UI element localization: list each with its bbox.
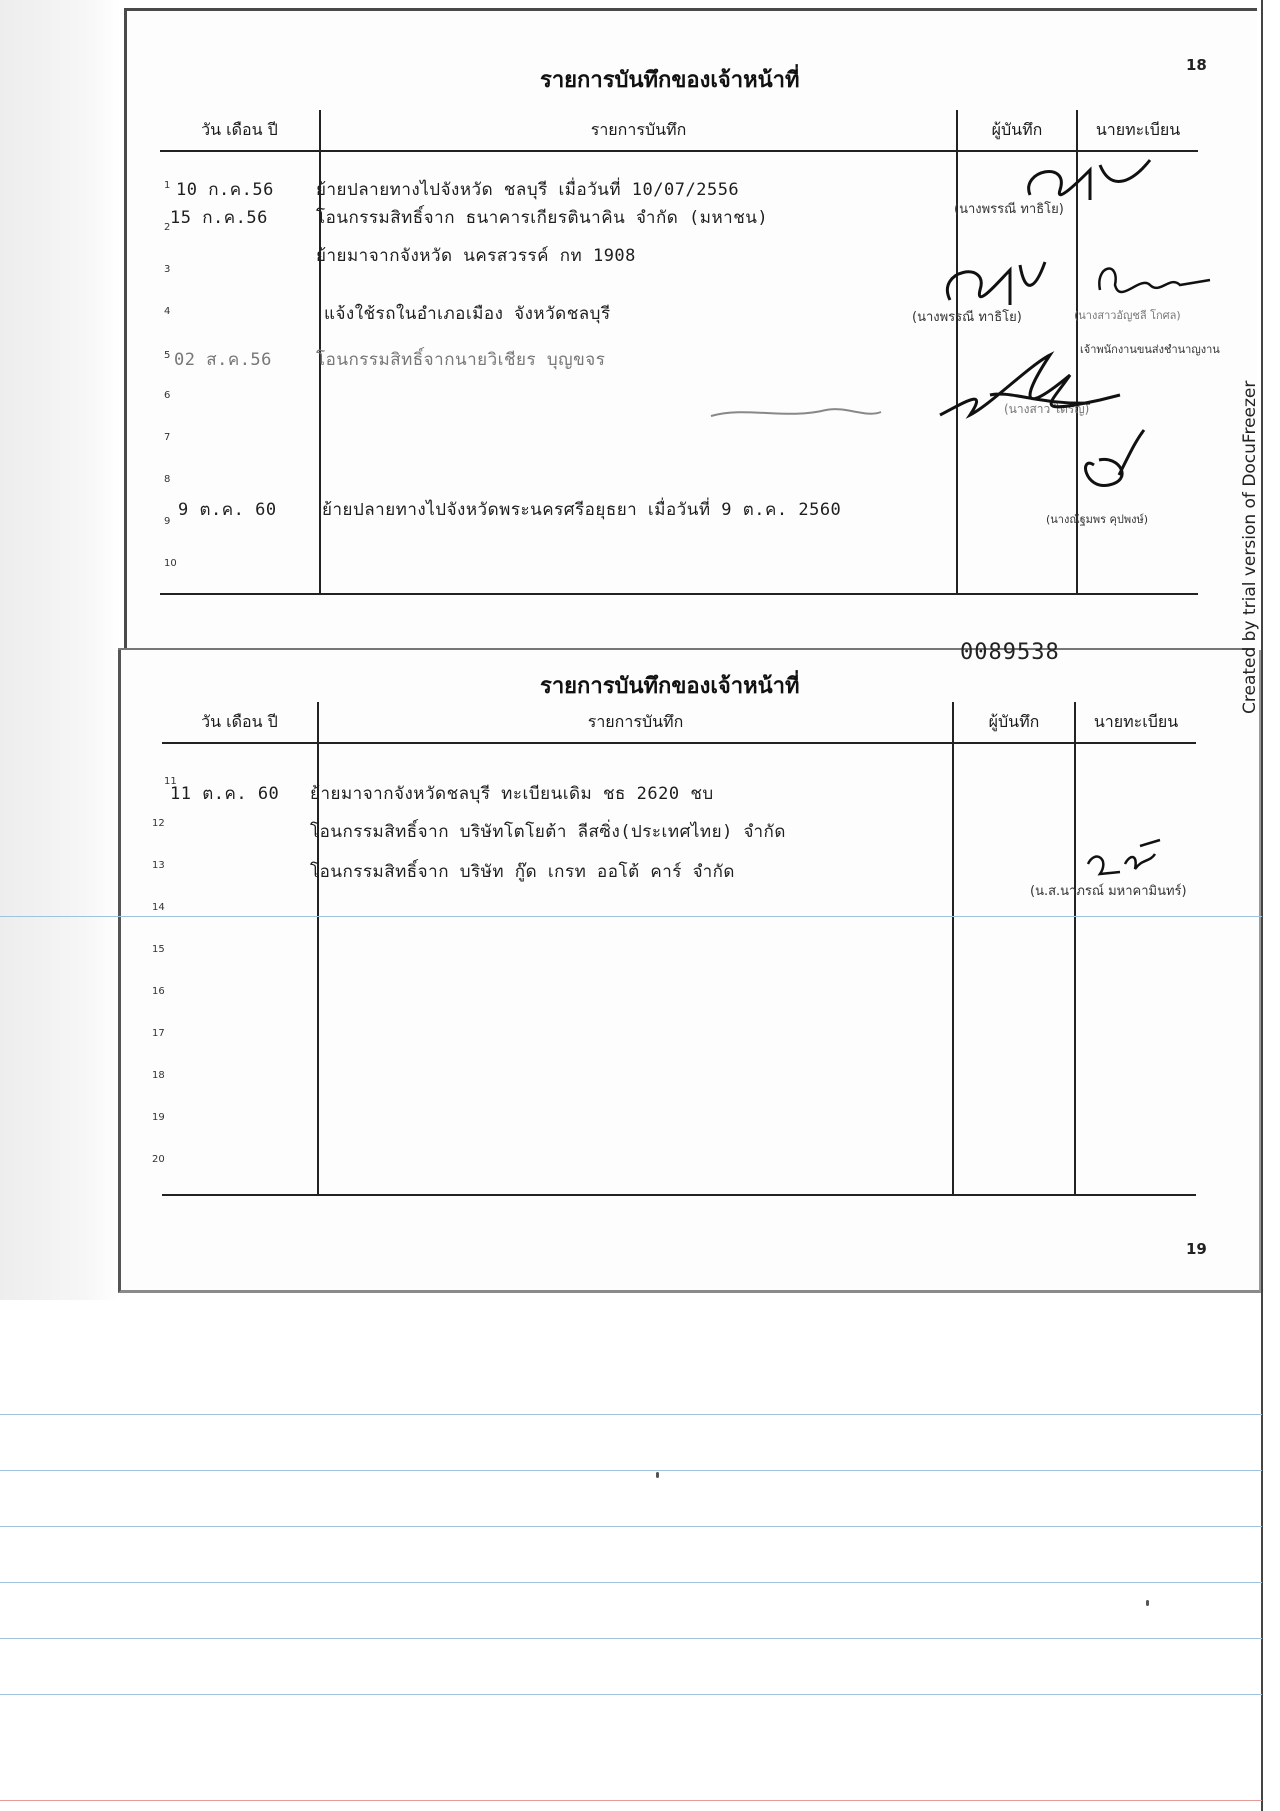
paper-rule: [0, 916, 1262, 917]
signature-mark: [1074, 425, 1164, 505]
scan-speck: [1146, 1600, 1149, 1606]
table-header-row: [160, 110, 1198, 151]
header-date: วัน เดือน ปี: [162, 702, 318, 743]
entry-text: ย้ายมาจากจังหวัดชลบุรี ทะเบียนเดิม ชธ 2620 ชบ: [310, 784, 714, 804]
paper-rule: [0, 1800, 1262, 1801]
line-number: 5: [164, 350, 171, 361]
signature-mark: [1010, 150, 1160, 210]
entry-text: ย้ายปลายทางไปจังหวัดพระนครศรีอยุธยา เมื่อวันที่ 9 ต.ค. 2560: [322, 500, 842, 520]
signature-mark: [930, 345, 1130, 435]
signer-name: (นางณัฐมพร คุปพงษ์): [1046, 513, 1149, 526]
line-number: 20: [152, 1154, 165, 1165]
line-number: 17: [152, 1028, 165, 1039]
entry-date: 11 ต.ค. 60: [170, 784, 280, 804]
binder-margin-line: [1261, 0, 1263, 1811]
paper-rule: [0, 1694, 1262, 1695]
line-number: 14: [152, 902, 165, 913]
line-number: 4: [164, 306, 171, 317]
record-table-bottom: [162, 702, 1196, 1196]
signer-name: (นางพรรณี ทาธิโย): [954, 202, 1064, 217]
page-title-bottom: รายการบันทึกของเจ้าหน้าที่: [540, 673, 800, 699]
signer-name: (น.ส.นาภรณ์ มหาคามินทร์): [1030, 884, 1187, 899]
line-number: 7: [164, 432, 171, 443]
paper-rule: [0, 1638, 1262, 1639]
line-number: 18: [152, 1070, 165, 1081]
table-body: [162, 743, 1196, 1195]
paper-rule: [0, 1470, 1262, 1471]
docufreezer-watermark: Created by trial version of DocuFreezer: [1240, 380, 1260, 714]
entry-text: โอนกรรมสิทธิ์จาก ธนาคารเกียรตินาคิน จำกัด (มหาชน): [316, 208, 769, 228]
entry-text: แจ้งใช้รถในอำเภอเมือง จังหวัดชลบุรี: [324, 304, 611, 324]
signer-name: (นางพรรณี ทาธิโย): [912, 310, 1022, 325]
paper-rule: [0, 1414, 1262, 1415]
page-number-bottom: 19: [1186, 1240, 1207, 1258]
line-number: 11: [164, 776, 177, 787]
line-number: 16: [152, 986, 165, 997]
line-number: 9: [164, 516, 171, 527]
header-recorder: ผู้บันทึก: [957, 110, 1077, 151]
line-number: 3: [164, 264, 171, 275]
page-number-top: 18: [1186, 56, 1207, 74]
scan-speck: [656, 1472, 659, 1478]
line-number: 19: [152, 1112, 165, 1123]
faint-stamp-mark: [706, 396, 886, 426]
header-registrar: นายทะเบียน: [1075, 702, 1196, 743]
paper-rule: [0, 1582, 1262, 1583]
entry-text: ย้ายปลายทางไปจังหวัด ชลบุรี เมื่อวันที่ 10/07/2556: [316, 180, 740, 200]
entry-text: ย้ายมาจากจังหวัด นครสวรรค์ กท 1908: [316, 246, 636, 266]
entry-date: 15 ก.ค.56: [170, 208, 268, 228]
signer-name: (นางสาวอัญชลี โกศล): [1074, 309, 1181, 322]
line-number: 13: [152, 860, 165, 871]
line-number: 10: [164, 558, 177, 569]
signature-mark: [1080, 834, 1170, 884]
signature-mark: [930, 250, 1050, 320]
signer-name: (นางสาว ไตรัญ): [1004, 402, 1090, 416]
table-header-row: [162, 702, 1196, 743]
header-registrar: นายทะเบียน: [1077, 110, 1198, 151]
paper-rule: [0, 1526, 1262, 1527]
header-date: วัน เดือน ปี: [160, 110, 320, 151]
header-entry: รายการบันทึก: [318, 702, 953, 743]
header-entry: รายการบันทึก: [320, 110, 957, 151]
line-number: 1: [164, 180, 171, 191]
serial-number: 0089538: [960, 640, 1060, 665]
line-number: 8: [164, 474, 171, 485]
line-number: 15: [152, 944, 165, 955]
scan-edge-shadow: [0, 0, 120, 1300]
entry-text: โอนกรรมสิทธิ์จากนายวิเชียร บุญขจร: [316, 350, 606, 370]
line-number: 6: [164, 390, 171, 401]
signature-mark: [1090, 255, 1220, 305]
entry-date: 9 ต.ค. 60: [178, 500, 277, 520]
page-title-top: รายการบันทึกของเจ้าหน้าที่: [540, 67, 800, 93]
line-number: 2: [164, 222, 171, 233]
header-recorder: ผู้บันทึก: [953, 702, 1075, 743]
signer-title: เจ้าพนักงานขนส่งชำนาญงาน: [1080, 343, 1220, 356]
entry-date: 02 ส.ค.56: [174, 350, 272, 370]
entry-text: โอนกรรมสิทธิ์จาก บริษัทโตโยต้า ลีสซิ่ง(ประเทศไทย) จำกัด: [310, 822, 786, 842]
line-number: 12: [152, 818, 165, 829]
entry-date: 10 ก.ค.56: [176, 180, 274, 200]
entry-text: โอนกรรมสิทธิ์จาก บริษัท กู๊ด เกรท ออโต้ คาร์ จำกัด: [310, 862, 735, 882]
